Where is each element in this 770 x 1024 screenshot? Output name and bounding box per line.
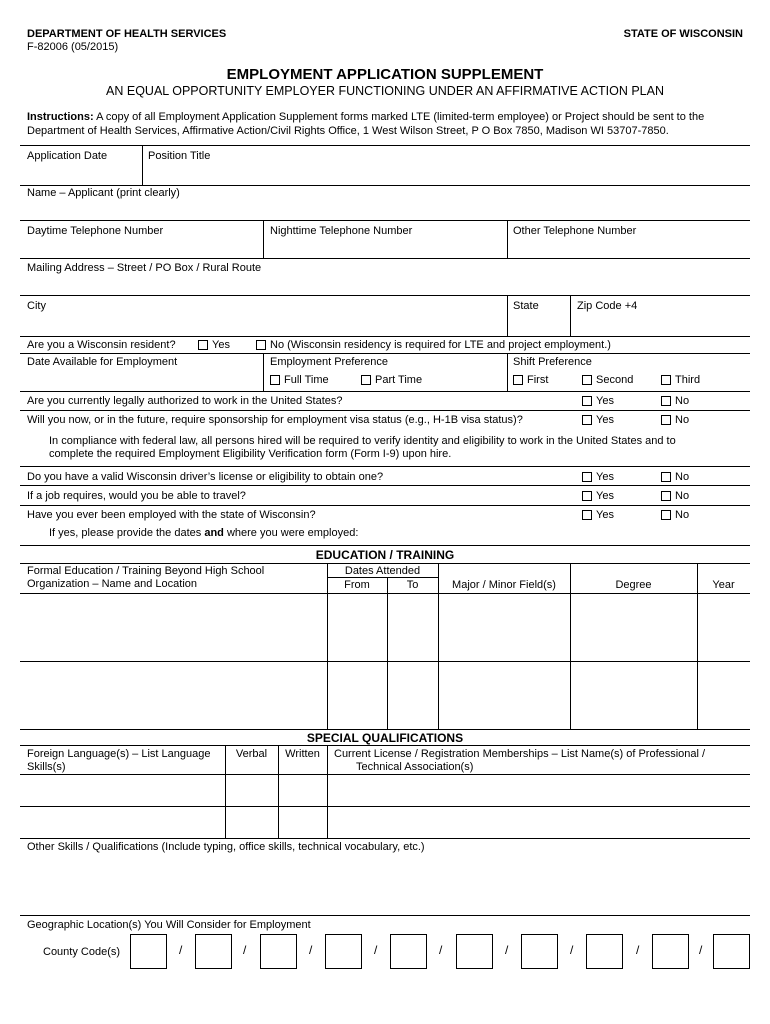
- yes-label: Yes: [596, 471, 614, 483]
- employed-no-option[interactable]: [661, 509, 689, 521]
- department-name: DEPARTMENT OF HEALTH SERVICES: [27, 28, 227, 40]
- form-number: F-82006 (05/2015): [27, 41, 119, 53]
- no-label: No: [675, 395, 690, 407]
- residency-no-option[interactable]: [256, 339, 611, 351]
- date-available-field[interactable]: Date Available for Employment: [27, 356, 178, 368]
- if-yes-pre: If yes, please provide the dates: [49, 527, 205, 539]
- mailing-address-field[interactable]: Mailing Address – Street / PO Box / Rural Route: [27, 262, 262, 274]
- employed-yes-option[interactable]: [582, 509, 614, 521]
- county-code-box-7[interactable]: [521, 934, 558, 969]
- yes-label: Yes: [596, 395, 614, 407]
- authorized-question: Are you currently legally authorized to work in the United States?: [27, 395, 343, 407]
- slash-separator: /: [374, 943, 378, 957]
- county-code-box-8[interactable]: [586, 934, 623, 969]
- slash-separator: /: [636, 943, 640, 957]
- checkbox-icon[interactable]: [661, 472, 671, 482]
- slash-separator: /: [179, 943, 183, 957]
- language-label-line2: Skills(s): [27, 761, 66, 773]
- checkbox-icon[interactable]: [361, 375, 371, 385]
- slash-separator: /: [505, 943, 509, 957]
- travel-yes-option[interactable]: [582, 490, 614, 502]
- full-time-label: Full Time: [284, 374, 329, 386]
- checkbox-icon[interactable]: [661, 491, 671, 501]
- education-col-line1: Formal Education / Training Beyond High School: [27, 565, 265, 577]
- license-question: Do you have a valid Wisconsin driver’s license or eligibility to obtain one?: [27, 471, 384, 483]
- education-heading: EDUCATION / TRAINING: [315, 548, 455, 562]
- checkbox-icon[interactable]: [513, 375, 523, 385]
- county-code-box-9[interactable]: [652, 934, 689, 969]
- employment-preference-label: Employment Preference: [270, 356, 388, 368]
- part-time-label: Part Time: [375, 374, 423, 386]
- other-phone-field[interactable]: Other Telephone Number: [513, 225, 637, 237]
- slash-separator: /: [570, 943, 574, 957]
- first-shift-label: First: [527, 374, 549, 386]
- third-shift-option[interactable]: [661, 374, 700, 386]
- residency-question: Are you a Wisconsin resident?: [27, 339, 176, 351]
- slash-separator: /: [439, 943, 443, 957]
- state-name: STATE OF WISCONSIN: [623, 28, 743, 40]
- nighttime-phone-field[interactable]: Nighttime Telephone Number: [270, 225, 413, 237]
- residency-no-label: No (Wisconsin residency is required for LTE and project employment.): [270, 339, 611, 351]
- third-shift-label: Third: [675, 374, 701, 386]
- slash-separator: /: [309, 943, 313, 957]
- yes-label: Yes: [596, 414, 614, 426]
- license-no-option[interactable]: [661, 471, 689, 483]
- geographic-label: Geographic Location(s) You Will Consider for Employment: [27, 919, 311, 931]
- city-field[interactable]: City: [27, 300, 46, 312]
- license-yes-option[interactable]: [582, 471, 614, 483]
- residency-yes-option[interactable]: [198, 339, 230, 351]
- travel-no-option[interactable]: [661, 490, 689, 502]
- county-code-box-6[interactable]: [456, 934, 493, 969]
- checkbox-icon[interactable]: [661, 396, 671, 406]
- if-yes-instruction: [49, 527, 358, 539]
- checkbox-icon[interactable]: [270, 375, 280, 385]
- license-memberships-line1: Current License / Registration Memberships – List Name(s) of Professional /: [334, 748, 706, 760]
- county-code-box-2[interactable]: [195, 934, 232, 969]
- verbal-label: Verbal: [235, 748, 268, 760]
- slash-separator: /: [699, 943, 703, 957]
- form-title: EMPLOYMENT APPLICATION SUPPLEMENT: [226, 66, 544, 83]
- application-date-field[interactable]: Application Date: [27, 150, 108, 162]
- dates-attended-label: Dates Attended: [344, 565, 421, 577]
- zip-field[interactable]: Zip Code +4: [577, 300, 638, 312]
- instructions-label: Instructions:: [27, 111, 94, 123]
- employed-state-question: Have you ever been employed with the state of Wisconsin?: [27, 509, 316, 521]
- no-label: No: [675, 414, 690, 426]
- sponsorship-no-option[interactable]: [661, 414, 689, 426]
- language-label-line1: Foreign Language(s) – List Language: [27, 748, 211, 760]
- no-label: No: [675, 509, 690, 521]
- degree-label: Degree: [615, 579, 652, 591]
- applicant-name-field[interactable]: Name – Applicant (print clearly): [27, 187, 180, 199]
- county-code-box-3[interactable]: [260, 934, 297, 969]
- no-label: No: [675, 490, 690, 502]
- shift-preference-label: Shift Preference: [513, 356, 592, 368]
- no-label: No: [675, 471, 690, 483]
- compliance-line1: In compliance with federal law, all persons hired will be required to verify identity and eligibility to work in the United States and to: [49, 435, 676, 447]
- checkbox-icon[interactable]: [582, 396, 592, 406]
- second-shift-option[interactable]: [582, 374, 633, 386]
- checkbox-icon[interactable]: [582, 472, 592, 482]
- travel-question: If a job requires, would you be able to travel?: [27, 490, 246, 502]
- checkbox-icon[interactable]: [582, 415, 592, 425]
- from-label: From: [344, 579, 370, 591]
- yes-label: Yes: [596, 490, 614, 502]
- compliance-line2: complete the required Employment Eligibility Verification form (Form I-9) upon hire.: [49, 448, 452, 460]
- county-code-box-5[interactable]: [390, 934, 427, 969]
- checkbox-icon[interactable]: [198, 340, 208, 350]
- county-code-box-10[interactable]: [713, 934, 750, 969]
- first-shift-option[interactable]: [513, 374, 548, 386]
- form-subtitle: AN EQUAL OPPORTUNITY EMPLOYER FUNCTIONING UNDER AN AFFIRMATIVE ACTION PLAN: [106, 84, 664, 98]
- authorized-yes-option[interactable]: [582, 395, 614, 407]
- checkbox-icon[interactable]: [582, 510, 592, 520]
- sponsorship-question: Will you now, or in the future, require sponsorship for employment visa status (e.g., H-1B visa status)?: [27, 414, 523, 426]
- checkbox-icon[interactable]: [661, 415, 671, 425]
- authorized-no-option[interactable]: [661, 395, 689, 407]
- other-skills-field[interactable]: Other Skills / Qualifications (Include typing, office skills, technical vocabulary, etc.): [27, 841, 425, 853]
- to-label: To: [406, 579, 419, 591]
- part-time-option[interactable]: [361, 374, 422, 386]
- yes-label: Yes: [596, 509, 614, 521]
- checkbox-icon[interactable]: [582, 375, 592, 385]
- slash-separator: /: [243, 943, 247, 957]
- education-row-2[interactable]: [20, 662, 750, 728]
- checkbox-icon[interactable]: [661, 375, 671, 385]
- sponsorship-yes-option[interactable]: [582, 414, 614, 426]
- if-yes-post: where you were employed:: [223, 527, 359, 539]
- license-memberships-line2: Technical Association(s): [356, 761, 474, 773]
- residency-yes-label: Yes: [212, 339, 230, 351]
- education-row-1[interactable]: [20, 594, 750, 660]
- checkbox-icon[interactable]: [582, 491, 592, 501]
- second-shift-label: Second: [596, 374, 634, 386]
- major-label: Major / Minor Field(s): [452, 579, 556, 591]
- special-heading: SPECIAL QUALIFICATIONS: [306, 731, 464, 745]
- education-col-line2: Organization – Name and Location: [27, 578, 197, 590]
- position-title-field[interactable]: Position Title: [148, 150, 211, 162]
- instructions-line1: [27, 111, 704, 123]
- checkbox-icon[interactable]: [256, 340, 266, 350]
- daytime-phone-field[interactable]: Daytime Telephone Number: [27, 225, 164, 237]
- county-code-box-4[interactable]: [325, 934, 362, 969]
- checkbox-icon[interactable]: [661, 510, 671, 520]
- state-field[interactable]: State: [513, 300, 539, 312]
- if-yes-bold: and: [204, 527, 224, 539]
- county-codes-label: County Code(s): [43, 946, 121, 958]
- year-label: Year: [712, 579, 735, 591]
- instructions-line2: Department of Health Services, Affirmative Action/Civil Rights Office, 1 West Wilson Street, P O Box 7850, Madison WI 53707-7850.: [27, 125, 669, 137]
- full-time-option[interactable]: [270, 374, 329, 386]
- county-code-box-1[interactable]: [130, 934, 167, 969]
- instructions-text: A copy of all Employment Application Supplement forms marked LTE (limited-term employee) or Project should be sent to the: [93, 111, 705, 123]
- written-label: Written: [285, 748, 320, 760]
